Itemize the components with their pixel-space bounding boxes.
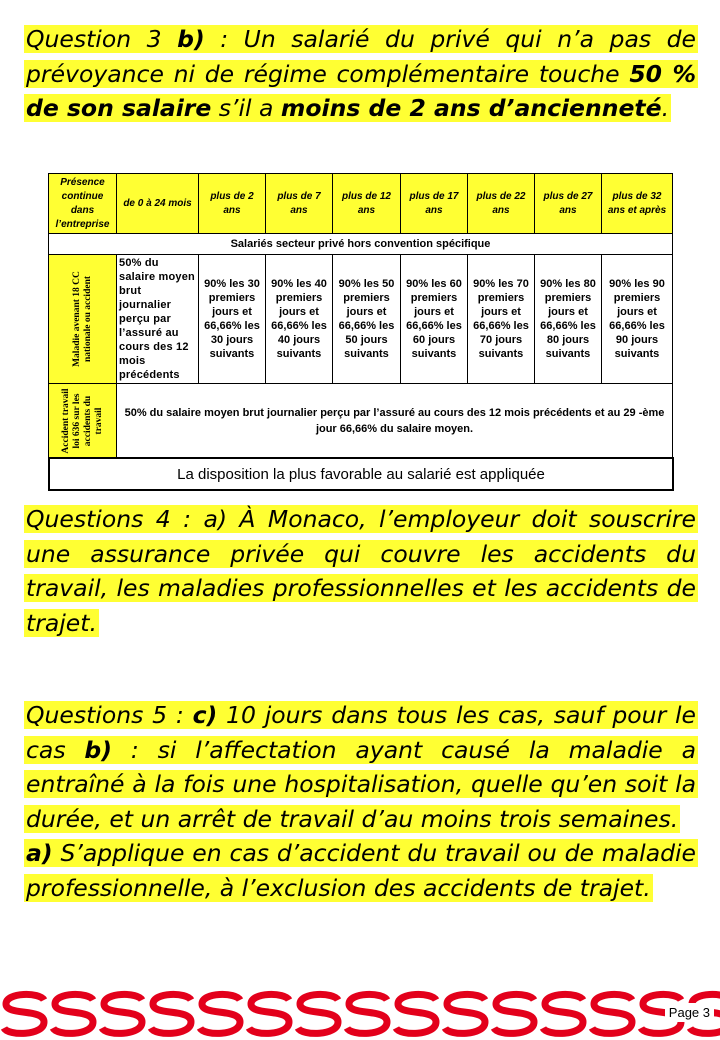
table-cell: 50% du salaire moyen brut journalier perçu par l’assuré au cours des 12 mois précédents: [117, 255, 199, 384]
table-row-accident: [49, 384, 673, 458]
table-column-header: plus de 12 ans: [333, 174, 401, 234]
question-5-text-3: S’applique en cas d’accident du travail ou de maladie professionnelle, à l’exclusion des accidents de trajet.: [26, 839, 696, 902]
table-section-title: Salariés secteur privé hors convention spécifique: [49, 234, 673, 255]
table-footer-note: La disposition la plus favorable au salarié est appliquée: [48, 457, 674, 491]
question-5-letter-a: a): [26, 839, 53, 867]
question-5-highlight-2: [24, 839, 698, 902]
table-column-header: plus de 7 ans: [266, 174, 333, 234]
question-5-answer: [24, 698, 698, 905]
row-label-accident-text: Accident travail loi 636 sur les accidents du travail: [60, 387, 104, 454]
table-row-maladie: [49, 255, 673, 384]
row-label-maladie: [49, 255, 117, 384]
table-column-header: plus de 22 ans: [468, 174, 535, 234]
question-3-prefix: Question 3: [26, 25, 178, 53]
table-cell-accident: 50% du salaire moyen brut journalier perçu par l’assuré au cours des 12 mois précédents et au 29 -ème jour 66,66% du salaire moyen.: [117, 384, 673, 458]
table-column-header: plus de 27 ans: [535, 174, 602, 234]
question-5-letter-c: c): [192, 701, 218, 729]
table-cell: 90% les 30 premiers jours et 66,66% les 30 jours suivants: [199, 255, 266, 384]
row-label-accident: [49, 384, 117, 458]
s-wave-icon: [151, 994, 191, 1033]
question-5-highlight: [24, 701, 698, 833]
s-wave-icon: [396, 994, 436, 1033]
footer-pattern-icon: [0, 990, 720, 1040]
s-wave-icon: [298, 994, 338, 1033]
s-wave-icon: [249, 994, 289, 1033]
s-wave-icon: [592, 994, 632, 1033]
table-header-row: [49, 174, 673, 234]
s-wave-icon: [4, 994, 44, 1033]
table-section-row: [49, 234, 673, 255]
table-column-header: de 0 à 24 mois: [117, 174, 199, 234]
table-cell: 90% les 40 premiers jours et 66,66% les 40 jours suivants: [266, 255, 333, 384]
s-wave-icon: [53, 994, 93, 1033]
question-5-letter-b: b): [84, 735, 112, 764]
page-number: Page 3: [665, 1003, 714, 1022]
question-5-text-2: : si l’affectation ayant causé la maladie a entraîné à la fois une hospitalisation, quelle qu’en soit la durée, et un arrêt de travail d’au moins trois semaines.: [26, 735, 696, 833]
s-wave-icon: [200, 994, 240, 1033]
table-column-header: plus de 2 ans: [199, 174, 266, 234]
footer-decoration: [0, 990, 720, 1040]
table-column-header: plus de 17 ans: [401, 174, 468, 234]
compensation-table: [48, 173, 672, 491]
question-3-bold-2: moins de 2 ans d’ancienneté: [280, 94, 662, 122]
s-wave-icon: [445, 994, 485, 1033]
table-cell: 90% les 60 premiers jours et 66,66% les 60 jours suivants: [401, 255, 468, 384]
table-cell: 90% les 50 premiers jours et 66,66% les 50 jours suivants: [333, 255, 401, 384]
table-header-label: Présence continue dans l’entreprise: [49, 174, 117, 234]
question-3-bold-1: 50 % de son salaire: [26, 59, 696, 122]
question-3-text-2: s’il a: [211, 94, 281, 122]
table-cell: 90% les 80 premiers jours et 66,66% les 80 jours suivants: [535, 255, 602, 384]
question-3-answer: [24, 22, 698, 126]
question-3-text-3: .: [661, 94, 670, 122]
s-wave-icon: [102, 994, 142, 1033]
question-5-prefix: Questions 5 :: [26, 701, 193, 729]
s-wave-icon: [347, 994, 387, 1033]
table-cell: 90% les 70 premiers jours et 66,66% les 70 jours suivants: [468, 255, 535, 384]
table-cell: 90% les 90 premiers jours et 66,66% les 90 jours suivants: [602, 255, 673, 384]
question-4-answer: [24, 502, 698, 640]
row-label-maladie-text: Maladie avenant 18 CC nationale ou accident: [71, 271, 93, 367]
question-3-letter: b): [177, 25, 205, 53]
s-wave-icon: [543, 994, 583, 1033]
table-column-header: plus de 32 ans et après: [602, 174, 673, 234]
s-wave-icon: [494, 994, 534, 1033]
question-4-text: Questions 4 : a) À Monaco, l’employeur doit souscrire une assurance privée qui couvre les accidents du travail, les maladies professionnelles et les accidents de trajet.: [26, 505, 696, 637]
question-3-highlight: [24, 25, 698, 122]
question-5-text-1: 10 jours dans tous les cas, sauf pour le cas: [26, 701, 696, 764]
question-3-text-1: : Un salarié du privé qui n’a pas de prévoyance ni de régime complémentaire touche: [26, 25, 697, 88]
